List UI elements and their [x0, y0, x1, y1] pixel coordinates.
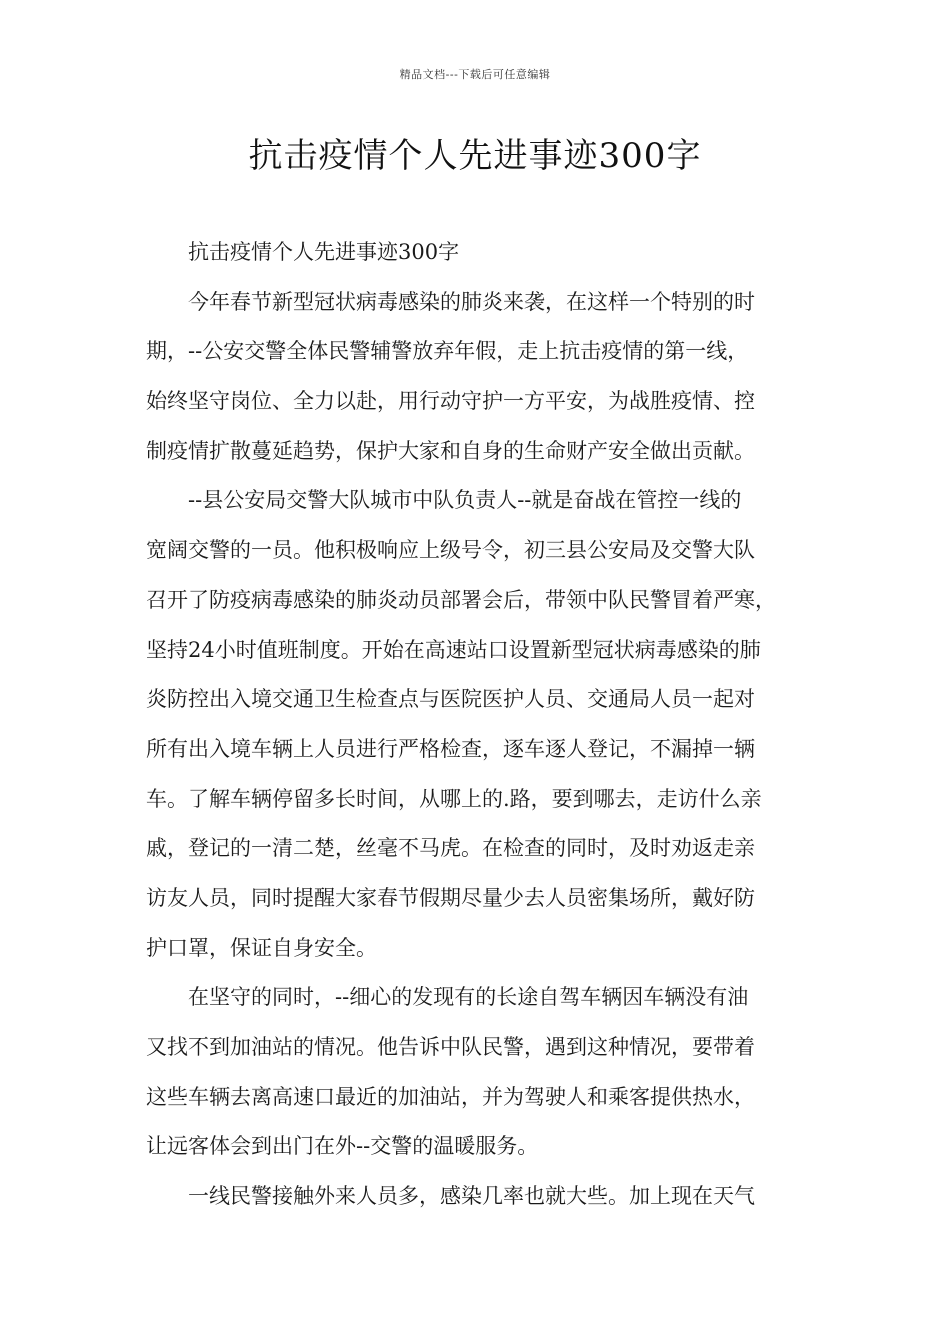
paragraph-line: 今年春节新型冠状病毒感染的肺炎来袭，在这样一个特别的时	[188, 289, 755, 314]
paragraph-line: 坚持24小时值班制度。开始在高速站口设置新型冠状病毒感染的肺	[146, 637, 761, 662]
page-header-note: 精品文档---下载后可任意编辑	[399, 68, 551, 81]
paragraph-line: 车。了解车辆停留多长时间，从哪上的.路，要到哪去，走访什么亲	[146, 786, 762, 811]
paragraph-line: 这些车辆去离高速口最近的加油站，并为驾驶人和乘客提供热水，	[146, 1084, 755, 1109]
subtitle-line: 抗击疫情个人先进事迹300字	[188, 240, 460, 264]
paragraph-line: 期，--公安交警全体民警辅警放弃年假，走上抗击疫情的第一线，	[146, 339, 749, 364]
paragraph-line: 让远客体会到出门在外--交警的温暖服务。	[146, 1134, 539, 1159]
paragraph-line: 所有出入境车辆上人员进行严格检查，逐车逐人登记，不漏掉一辆	[146, 736, 755, 761]
paragraph-line: 始终坚守岗位、全力以赴，用行动守护一方平安，为战胜疫情、控	[146, 389, 755, 414]
document-body	[146, 232, 810, 1226]
paragraph-line: 在坚守的同时，--细心的发现有的长途自驾车辆因车辆没有油	[188, 985, 749, 1010]
paragraph-line: --县公安局交警大队城市中队负责人--就是奋战在管控一线的	[188, 488, 742, 513]
document-title: 抗击疫情个人先进事迹300字	[248, 136, 702, 176]
paragraph-line: 宽阔交警的一员。他积极响应上级号令，初三县公安局及交警大队	[146, 538, 755, 563]
paragraph-line: 炎防控出入境交通卫生检查点与医院医护人员、交通局人员一起对	[146, 687, 755, 712]
paragraph-line: 又找不到加油站的情况。他告诉中队民警，遇到这种情况，要带着	[146, 1035, 755, 1059]
paragraph-line: 戚，登记的一清二楚，丝毫不马虎。在检查的同时，及时劝返走亲	[146, 836, 755, 861]
paragraph-line: 召开了防疫病毒感染的肺炎动员部署会后，带领中队民警冒着严寒，	[146, 587, 776, 612]
paragraph-line: 护口罩，保证自身安全。	[146, 935, 377, 960]
paragraph-line: 一线民警接触外来人员多，感染几率也就大些。加上现在天气	[188, 1184, 755, 1209]
paragraph-line: 制疫情扩散蔓延趋势，保护大家和自身的生命财产安全做出贡献。	[146, 438, 755, 463]
paragraph-line: 访友人员，同时提醒大家春节假期尽量少去人员密集场所，戴好防	[146, 885, 755, 910]
